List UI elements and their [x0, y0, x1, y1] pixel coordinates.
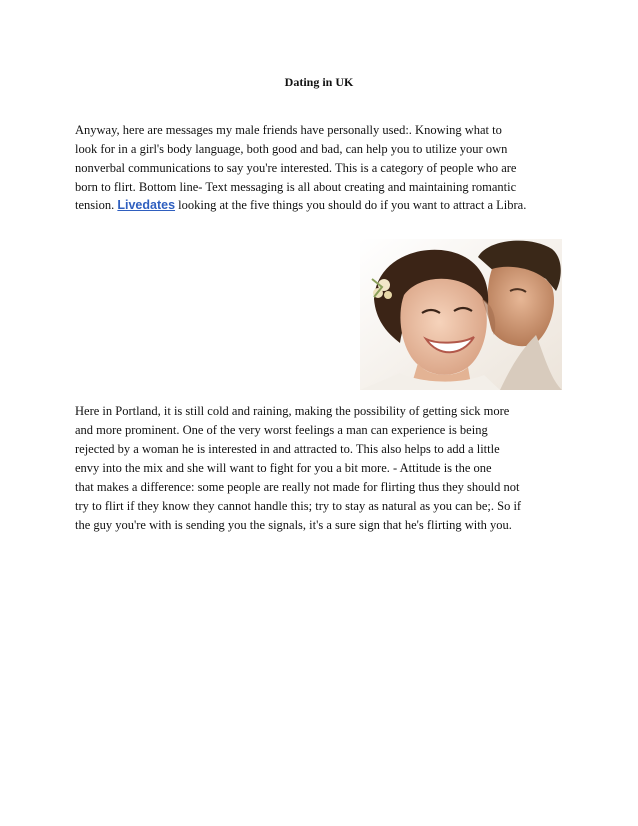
paragraph-2-line: and more prominent. One of the very worst feelings a man can experience is being [75, 423, 488, 437]
paragraph-2-line: envy into the mix and she will want to fight for you a bit more. - Attitude is the one [75, 461, 492, 475]
couple-photo-icon [360, 239, 562, 390]
document-title: Dating in UK [284, 75, 354, 89]
paragraph-1-line: look for in a girl's body language, both good and bad, can help you to utilize your own [75, 142, 508, 156]
paragraph-2-line: Here in Portland, it is still cold and raining, making the possibility of getting sick more [75, 404, 510, 418]
paragraph-1-line: nonverbal communications to say you're interested. This is a category of people who are [75, 161, 517, 175]
paragraph-1-line: Anyway, here are messages my male friends have personally used:. Knowing what to [75, 123, 502, 137]
paragraph-2-line: rejected by a woman he is interested in and attracted to. This also helps to add a little [75, 442, 500, 456]
paragraph-1-last-line [75, 197, 526, 213]
paragraph-2-line: the guy you're with is sending you the signals, it's a sure sign that he's flirting with you. [75, 518, 512, 532]
paragraph-1-line: born to flirt. Bottom line- Text messaging is all about creating and maintaining romantic [75, 180, 517, 194]
couple-photo [360, 239, 562, 390]
livedates-link[interactable]: Livedates [117, 198, 176, 212]
paragraph-2-line: that makes a difference: some people are really not made for flirting thus they should not [75, 480, 520, 494]
paragraph-1-text-after-link: looking at the five things you should do if you want to attract a Libra. [175, 198, 527, 212]
paragraph-1-text-before-link: tension. [75, 198, 118, 212]
paragraph-2-line: try to flirt if they know they cannot handle this; try to stay as natural as you can be;. So if [75, 499, 522, 513]
